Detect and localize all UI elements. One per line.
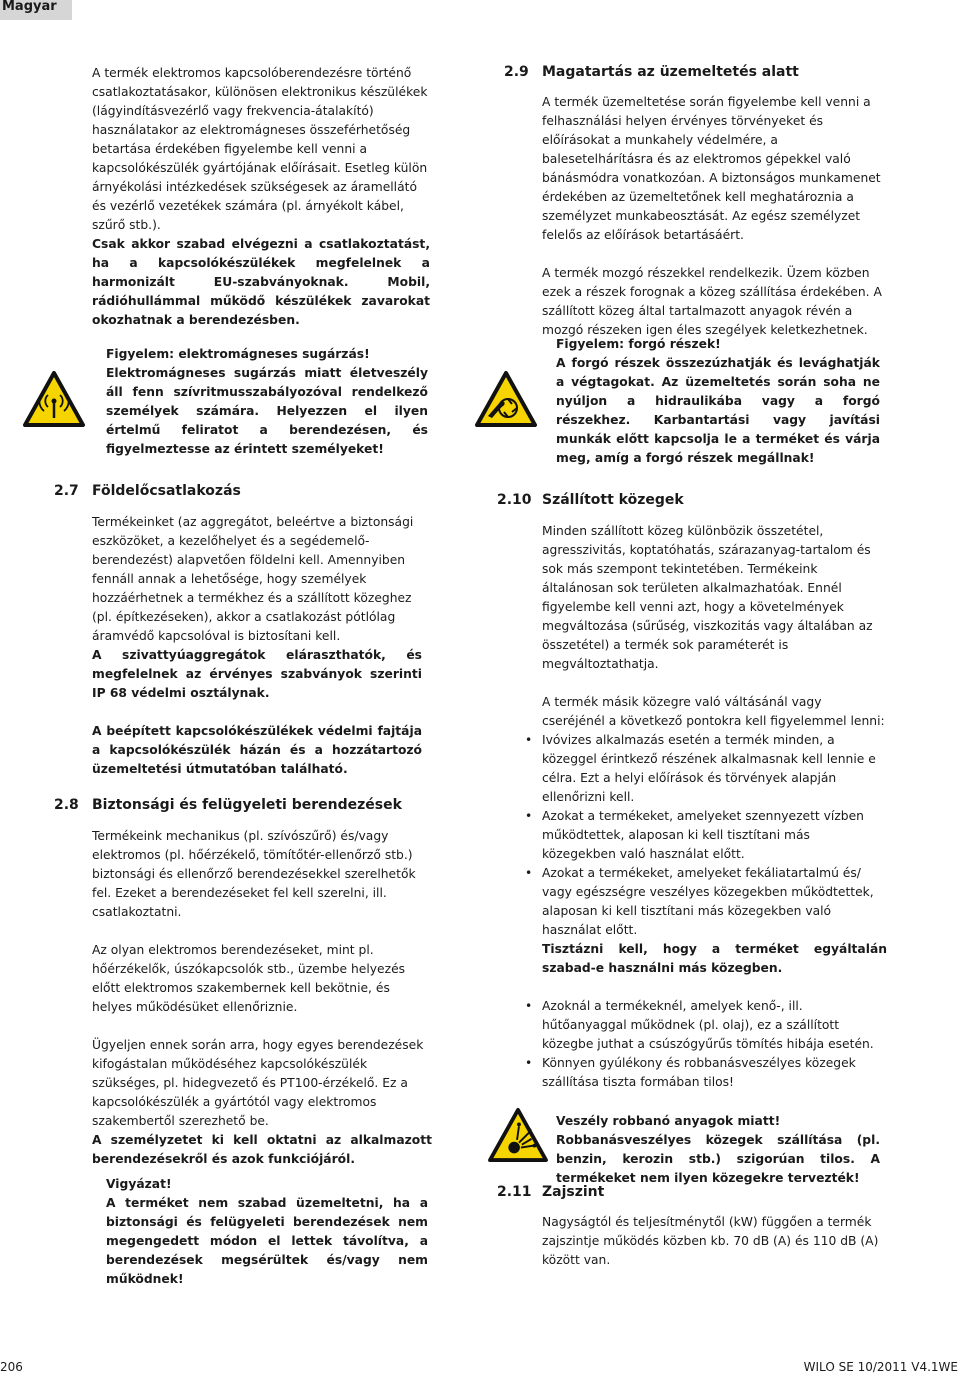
section-title: Földelőcsatlakozás	[92, 483, 241, 499]
media-change-paragraph: A termék másik közegre való váltásánál vagy cseréjénél a következő pontokra kell figyelemmel lenni:	[542, 695, 885, 728]
electromagnetic-warning-icon	[22, 370, 86, 428]
section-number: 2.10	[497, 492, 532, 508]
switchgear-paragraph: Ügyeljen ennek során arra, hogy egyes berendezések kifogástalan működéséhez kapcsolókészülék szükséges, pl. hidegvezető és PT100-érzékelő. Ez a kapcsolókészülék a gyártótól vagy elektromos szakembertől szerezhető be.	[92, 1038, 424, 1128]
section-number: 2.8	[54, 797, 79, 813]
section-title: Magatartás az üzemeltetés alatt	[542, 64, 799, 80]
language-tab: Magyar	[0, 0, 72, 20]
section-2-11-body	[542, 1213, 887, 1270]
emr-warning	[106, 345, 428, 459]
danger-title: Veszély robbanó anyagok miatt!	[556, 1114, 781, 1128]
grounding-bold-paragraph: A szivattyúaggregátok eláraszthatók, és megfelelnek az érvényes szabványok szerinti IP 68 védelmi osztálynak.	[92, 648, 422, 700]
danger-body: Robbanásveszélyes közegek szállítása (pl. benzin, kerozin stb.) szigorúan tilos. A termékeket nem ilyen közegekre tervezték!	[556, 1133, 880, 1185]
section-2-11-heading	[497, 1184, 897, 1204]
page-number: 206	[0, 1360, 23, 1374]
safety-devices-paragraph: Termékeink mechanikus (pl. szívószűrő) és/vagy elektromos (pl. hőérzékelő, tömítőtér-ellenőrző stb.) biztonsági és ellenőrző berendezésekkel szerelhetők fel. Ezeket a berendezéseket fel kell szerelni, ill. csatlakoztatni.	[92, 829, 416, 919]
explosive-danger-note	[556, 1112, 880, 1188]
media-bullet-list	[542, 731, 887, 940]
list-item: • Azokat a termékeket, amelyeket szennyezett vízben működtettek, alaposan ki kell tisztítani más közegekben való használat előtt.	[542, 807, 887, 864]
left-intro	[92, 64, 430, 330]
section-number: 2.9	[504, 64, 529, 80]
rotating-warning-body: A forgó részek összezúzhatják és levághatják a végtagokat. Az üzemeltetés során soha ne nyúljon a hidraulikába vagy a forgó részekhez. Karbantartási vagy javítási munkák előtt kapcsolja le a terméket és várja meg, amíg a forgó részek megállnak!	[556, 356, 880, 465]
intro-paragraph: A termék elektromos kapcsolóberendezésre történő csatlakoztatásakor, különösen elektronikus készülékek (lágyindításvezérlő vagy frekvencia-átalakító) használatakor az elektromágneses összeférhetőség betartása érdekében figyelembe kell venni a kapcsolókészülék gyártójának előírásait. Esetleg külön árnyékolási intézkedések szükségesek az áramellátó és vezérlő vezetékek számára (pl. árnyékolt kábel, szűrő stb.).	[92, 66, 428, 232]
section-title: Zajszint	[542, 1184, 605, 1200]
list-item: • Azoknál a termékeknél, amelyek kenő-, ill. hűtőanyaggal működnek (pl. olaj), ez a szállított közegbe juthat a csúszógyűrűs tömítés hibája esetén.	[542, 997, 887, 1054]
section-2-9-heading	[504, 64, 904, 84]
list-item: • Azokat a termékeket, amelyeket fekáliatartalmú és/ vagy egészségre veszélyes közegekben működtettek, alaposan ki kell tisztítani más közegekben való használat előtt.	[542, 864, 887, 940]
section-2-9-body	[542, 93, 887, 340]
rotating-parts-warning-icon	[474, 370, 538, 428]
section-2-8-heading	[54, 797, 434, 817]
caution-title: Vigyázat!	[106, 1177, 172, 1191]
grounding-paragraph: Termékeinket (az aggregátot, beleértve a biztonsági eszközöket, a kezelőhelyet és a segédemelő-berendezést) alapvetően földelni kell. Amennyiben fennáll annak a lehetősége, hogy személyek hozzáérhetnek a termékhez és a szállított közeghez (pl. építkezéseken), akkor a csatlakozást pótlólag áramvédő kapcsolóval is biztosítani kell.	[92, 515, 414, 643]
caution-note	[106, 1175, 428, 1289]
section-title: Biztonsági és felügyeleti berendezések	[92, 797, 402, 813]
noise-paragraph: Nagyságtól és teljesítménytől (kW) függően a termék zajszintje működés közben kb. 70 dB (A) és 110 dB (A) között van.	[542, 1215, 879, 1267]
section-2-10-body	[542, 522, 887, 1092]
list-item: • Ivóvizes alkalmazás esetén a termék minden, a közeggel érintkező részének alkalmasnak kell lennie e célra. Ezt a helyi előírások és törvények alapján ellenőrizni kell.	[542, 731, 887, 807]
list-item: • Könnyen gyúlékony és robbanásveszélyes közegek szállítása tiszta formában tilos!	[542, 1054, 887, 1092]
explosive-warning-icon	[487, 1107, 549, 1163]
caution-body: A terméket nem szabad üzemeltetni, ha a biztonsági és felügyeleti berendezések nem megengedett módon el lettek távolítva, a berendezések megsérültek és/vagy nem működnek!	[106, 1196, 428, 1286]
training-bold-paragraph: A személyzetet ki kell oktatni az alkalmazott berendezésekről és azok funkciójáról.	[92, 1133, 432, 1166]
media-paragraph: Minden szállított közeg különbözik összetétel, agresszivitás, koptatóhatás, szárazanyag-tartalom és sok más szempont tekintetében. Termékeink általánosan sok területen alkalmazhatóak. Ennél figyelembe kell venni azt, hogy a követelmények megváltozása (sűrűség, viszkozitás vagy általában az összetétel) a termék sok paraméterét is megváltoztathatja.	[542, 524, 873, 671]
document-id: WILO SE 10/2011 V4.1WE	[803, 1360, 958, 1374]
moving-parts-paragraph: A termék mozgó részekkel rendelkezik. Üzem közben ezek a részek forognak a közeg szállítása érdekében. A szállított közeg által tartalmazott anyagok révén a mozgó részeken igen éles szegélyek keletkezhetnek.	[542, 266, 882, 337]
section-title: Szállított közegek	[542, 492, 684, 508]
emr-warning-title: Figyelem: elektromágneses sugárzás!	[106, 347, 370, 361]
section-2-7-heading	[54, 483, 434, 503]
media-bold-note: Tisztázni kell, hogy a terméket egyáltalán szabad-e használni más közegben.	[542, 942, 887, 975]
rotating-warning-title: Figyelem: forgó részek!	[556, 337, 721, 351]
operation-paragraph: A termék üzemeltetése során figyelembe kell venni a felhasználási helyen érvényes törvényeket és előírásokat a munkahely védelmére, a balesetelhárításra és az elektromos gépekkel való bánásmódra vonatkozóan. A biztonságos munkamenet érdekében az üzemeltetőnek kell meghatároznia a személyzet munkabeosztását. Az egész személyzet felelős az előírások betartásáért.	[542, 95, 881, 242]
section-2-10-heading	[497, 492, 897, 512]
protection-bold-paragraph: A beépített kapcsolókészülékek védelmi fajtája a kapcsolókészülék házán és a hozzátartozó üzemeltetési útmutatóban található.	[92, 724, 422, 776]
section-number: 2.11	[497, 1184, 532, 1200]
media-bullet-list-2	[542, 997, 887, 1092]
section-2-7-body	[92, 513, 422, 779]
intro-bold-paragraph: Csak akkor szabad elvégezni a csatlakoztatást, ha a kapcsolókészülékek megfelelnek a harmonizált EU-szabványoknak. Mobil, rádióhullámmal működő készülékek zavarokat okozhatnak a berendezésben.	[92, 237, 430, 327]
rotating-parts-warning	[556, 335, 880, 468]
section-number: 2.7	[54, 483, 79, 499]
section-2-8-body	[92, 827, 432, 1169]
electrical-devices-paragraph: Az olyan elektromos berendezéseket, mint pl. hőérzékelők, úszókapcsolók stb., üzembe helyezés előtt elektromos szakembernek kell bekötnie, és helyes működésüket ellenőriznie.	[92, 943, 406, 1014]
emr-warning-body: Elektromágneses sugárzás miatt életveszély áll fenn szívritmusszabályozóval rendelkező személyek számára. Helyezzen el ilyen értelmű feliratot a berendezésen, és figyelmeztesse az érintett személyeket!	[106, 366, 428, 456]
